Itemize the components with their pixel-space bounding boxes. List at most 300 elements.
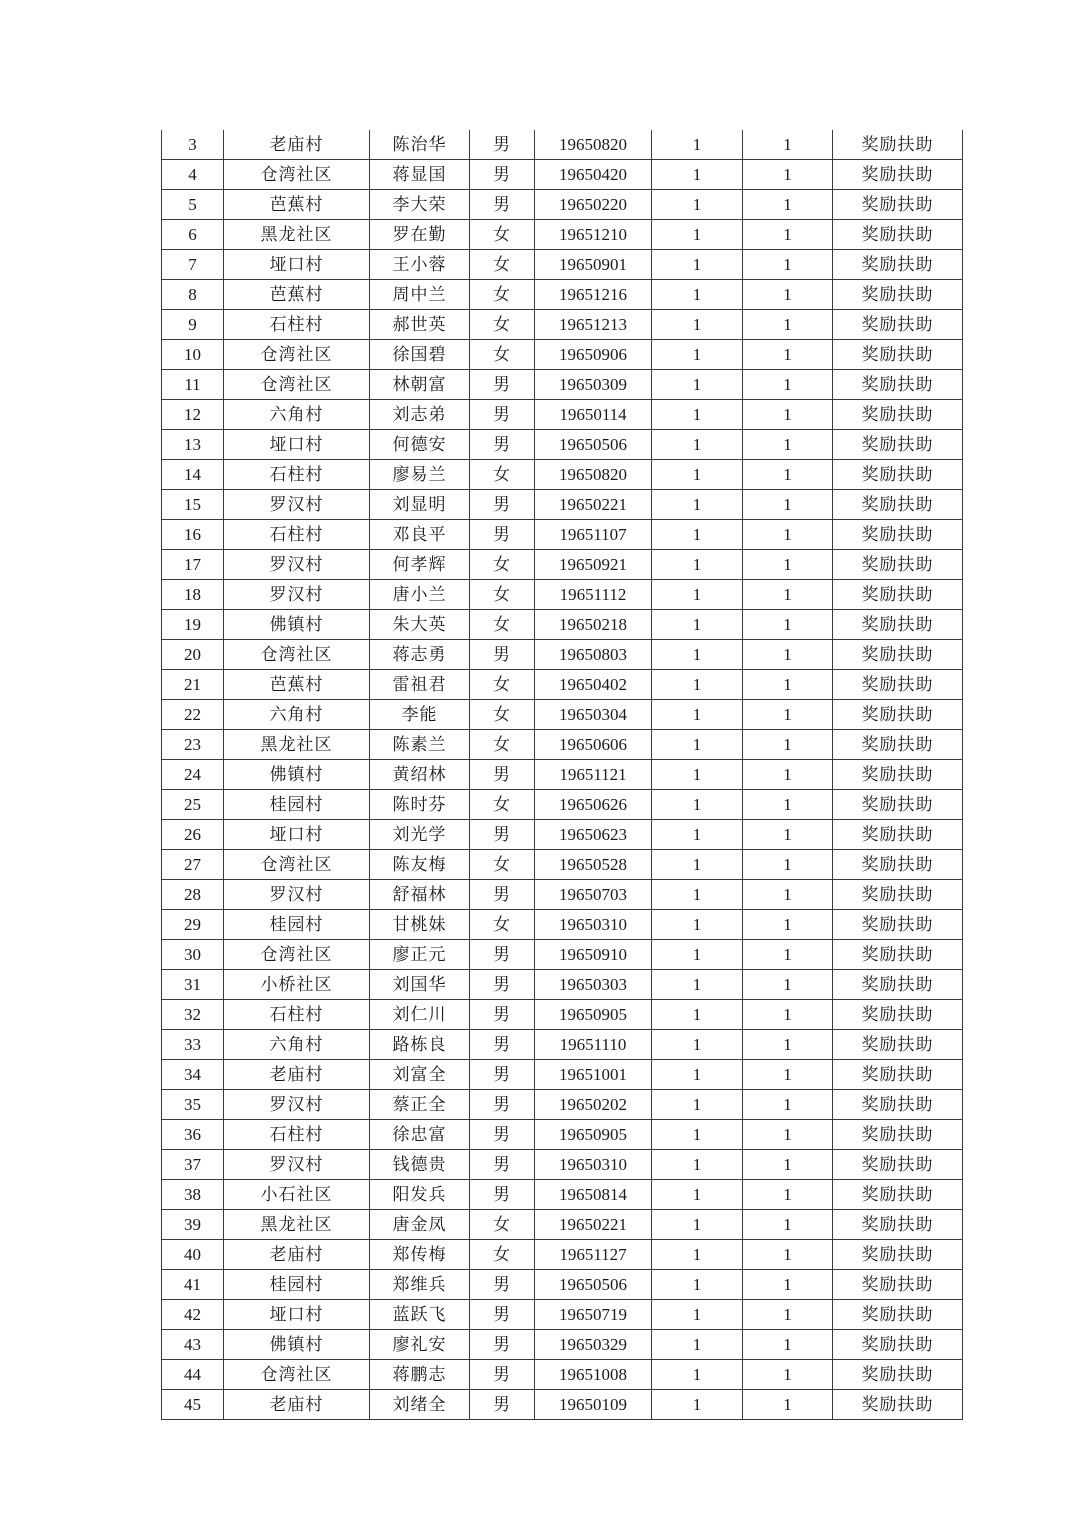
- table-row: [162, 370, 963, 400]
- table-row: [162, 940, 963, 970]
- count-cell-b: 1: [743, 220, 833, 250]
- name-cell: 路栋良: [370, 1030, 470, 1060]
- village-cell: 石柱村: [224, 310, 370, 340]
- gender-cell: 男: [470, 820, 535, 850]
- gender-cell: 女: [470, 850, 535, 880]
- aid-type-cell: 奖励扶助: [833, 1330, 963, 1360]
- count-cell-a: 1: [652, 160, 743, 190]
- name-cell: 黄绍林: [370, 760, 470, 790]
- gender-cell: 女: [470, 730, 535, 760]
- serial-number-cell: 10: [162, 340, 224, 370]
- name-cell: 李能: [370, 700, 470, 730]
- count-cell-a: 1: [652, 730, 743, 760]
- serial-number-cell: 28: [162, 880, 224, 910]
- aid-type-cell: 奖励扶助: [833, 1000, 963, 1030]
- table-row: [162, 610, 963, 640]
- serial-number-cell: 3: [162, 130, 224, 160]
- count-cell-a: 1: [652, 580, 743, 610]
- village-cell: 仓湾社区: [224, 640, 370, 670]
- table-row: [162, 1150, 963, 1180]
- aid-type-cell: 奖励扶助: [833, 370, 963, 400]
- aid-type-cell: 奖励扶助: [833, 1270, 963, 1300]
- count-cell-a: 1: [652, 220, 743, 250]
- aid-type-cell: 奖励扶助: [833, 1090, 963, 1120]
- gender-cell: 男: [470, 1060, 535, 1090]
- count-cell-a: 1: [652, 910, 743, 940]
- village-cell: 垭口村: [224, 430, 370, 460]
- table-row: [162, 220, 963, 250]
- table-row: [162, 1270, 963, 1300]
- village-cell: 仓湾社区: [224, 850, 370, 880]
- serial-number-cell: 11: [162, 370, 224, 400]
- name-cell: 陈时芬: [370, 790, 470, 820]
- birth-date-cell: 19650310: [535, 1150, 652, 1180]
- name-cell: 刘显明: [370, 490, 470, 520]
- village-cell: 罗汉村: [224, 880, 370, 910]
- birth-date-cell: 19650221: [535, 1210, 652, 1240]
- count-cell-a: 1: [652, 400, 743, 430]
- name-cell: 何孝辉: [370, 550, 470, 580]
- birth-date-cell: 19650606: [535, 730, 652, 760]
- count-cell-b: 1: [743, 280, 833, 310]
- name-cell: 蒋显国: [370, 160, 470, 190]
- table-row: [162, 670, 963, 700]
- table-row: [162, 700, 963, 730]
- village-cell: 黑龙社区: [224, 1210, 370, 1240]
- village-cell: 桂园村: [224, 790, 370, 820]
- count-cell-b: 1: [743, 1090, 833, 1120]
- birth-date-cell: 19650820: [535, 460, 652, 490]
- village-cell: 仓湾社区: [224, 160, 370, 190]
- gender-cell: 女: [470, 250, 535, 280]
- table-row: [162, 310, 963, 340]
- birth-date-cell: 19650303: [535, 970, 652, 1000]
- count-cell-a: 1: [652, 1240, 743, 1270]
- serial-number-cell: 27: [162, 850, 224, 880]
- village-cell: 芭蕉村: [224, 670, 370, 700]
- serial-number-cell: 19: [162, 610, 224, 640]
- birth-date-cell: 19651110: [535, 1030, 652, 1060]
- birth-date-cell: 19650623: [535, 820, 652, 850]
- table-row: [162, 1300, 963, 1330]
- aid-type-cell: 奖励扶助: [833, 430, 963, 460]
- gender-cell: 男: [470, 880, 535, 910]
- serial-number-cell: 7: [162, 250, 224, 280]
- count-cell-b: 1: [743, 820, 833, 850]
- count-cell-a: 1: [652, 1180, 743, 1210]
- village-cell: 佛镇村: [224, 760, 370, 790]
- name-cell: 李大荣: [370, 190, 470, 220]
- count-cell-a: 1: [652, 790, 743, 820]
- village-cell: 罗汉村: [224, 580, 370, 610]
- serial-number-cell: 25: [162, 790, 224, 820]
- serial-number-cell: 9: [162, 310, 224, 340]
- aid-type-cell: 奖励扶助: [833, 910, 963, 940]
- birth-date-cell: 19650329: [535, 1330, 652, 1360]
- count-cell-a: 1: [652, 700, 743, 730]
- serial-number-cell: 20: [162, 640, 224, 670]
- serial-number-cell: 45: [162, 1390, 224, 1420]
- gender-cell: 男: [470, 1120, 535, 1150]
- gender-cell: 女: [470, 910, 535, 940]
- village-cell: 老庙村: [224, 130, 370, 160]
- village-cell: 老庙村: [224, 1240, 370, 1270]
- gender-cell: 男: [470, 370, 535, 400]
- count-cell-a: 1: [652, 640, 743, 670]
- village-cell: 罗汉村: [224, 550, 370, 580]
- village-cell: 垭口村: [224, 1300, 370, 1330]
- village-cell: 桂园村: [224, 1270, 370, 1300]
- count-cell-a: 1: [652, 340, 743, 370]
- name-cell: 罗在勤: [370, 220, 470, 250]
- count-cell-a: 1: [652, 1060, 743, 1090]
- village-cell: 芭蕉村: [224, 190, 370, 220]
- gender-cell: 女: [470, 790, 535, 820]
- birth-date-cell: 19650304: [535, 700, 652, 730]
- serial-number-cell: 37: [162, 1150, 224, 1180]
- count-cell-b: 1: [743, 580, 833, 610]
- village-cell: 仓湾社区: [224, 340, 370, 370]
- aid-type-cell: 奖励扶助: [833, 640, 963, 670]
- count-cell-b: 1: [743, 760, 833, 790]
- birth-date-cell: 19650114: [535, 400, 652, 430]
- gender-cell: 男: [470, 940, 535, 970]
- serial-number-cell: 18: [162, 580, 224, 610]
- aid-type-cell: 奖励扶助: [833, 550, 963, 580]
- count-cell-a: 1: [652, 1210, 743, 1240]
- name-cell: 蔡正全: [370, 1090, 470, 1120]
- village-cell: 石柱村: [224, 520, 370, 550]
- aid-type-cell: 奖励扶助: [833, 790, 963, 820]
- village-cell: 佛镇村: [224, 1330, 370, 1360]
- name-cell: 陈治华: [370, 130, 470, 160]
- serial-number-cell: 35: [162, 1090, 224, 1120]
- count-cell-b: 1: [743, 490, 833, 520]
- birth-date-cell: 19650905: [535, 1120, 652, 1150]
- gender-cell: 男: [470, 640, 535, 670]
- serial-number-cell: 14: [162, 460, 224, 490]
- aid-type-cell: 奖励扶助: [833, 1150, 963, 1180]
- count-cell-b: 1: [743, 400, 833, 430]
- gender-cell: 女: [470, 310, 535, 340]
- village-cell: 六角村: [224, 1030, 370, 1060]
- table-row: [162, 760, 963, 790]
- table-row: [162, 490, 963, 520]
- serial-number-cell: 4: [162, 160, 224, 190]
- count-cell-a: 1: [652, 820, 743, 850]
- table-row: [162, 400, 963, 430]
- birth-date-cell: 19650506: [535, 1270, 652, 1300]
- name-cell: 郝世英: [370, 310, 470, 340]
- gender-cell: 男: [470, 160, 535, 190]
- village-cell: 小桥社区: [224, 970, 370, 1000]
- gender-cell: 男: [470, 1300, 535, 1330]
- birth-date-cell: 19650910: [535, 940, 652, 970]
- table-row: [162, 580, 963, 610]
- gender-cell: 女: [470, 610, 535, 640]
- village-cell: 老庙村: [224, 1390, 370, 1420]
- name-cell: 郑传梅: [370, 1240, 470, 1270]
- name-cell: 廖正元: [370, 940, 470, 970]
- village-cell: 桂园村: [224, 910, 370, 940]
- birth-date-cell: 19651001: [535, 1060, 652, 1090]
- name-cell: 雷祖君: [370, 670, 470, 700]
- name-cell: 蒋鹏志: [370, 1360, 470, 1390]
- birth-date-cell: 19651216: [535, 280, 652, 310]
- serial-number-cell: 24: [162, 760, 224, 790]
- table-row: [162, 130, 963, 160]
- birth-date-cell: 19651121: [535, 760, 652, 790]
- village-cell: 老庙村: [224, 1060, 370, 1090]
- name-cell: 陈素兰: [370, 730, 470, 760]
- name-cell: 何德安: [370, 430, 470, 460]
- village-cell: 六角村: [224, 400, 370, 430]
- table-row: [162, 190, 963, 220]
- table-row: [162, 160, 963, 190]
- village-cell: 黑龙社区: [224, 730, 370, 760]
- count-cell-b: 1: [743, 1360, 833, 1390]
- gender-cell: 男: [470, 1390, 535, 1420]
- serial-number-cell: 23: [162, 730, 224, 760]
- count-cell-a: 1: [652, 250, 743, 280]
- count-cell-a: 1: [652, 1390, 743, 1420]
- count-cell-a: 1: [652, 130, 743, 160]
- serial-number-cell: 15: [162, 490, 224, 520]
- aid-type-cell: 奖励扶助: [833, 1390, 963, 1420]
- aid-type-cell: 奖励扶助: [833, 400, 963, 430]
- aid-type-cell: 奖励扶助: [833, 880, 963, 910]
- aid-type-cell: 奖励扶助: [833, 850, 963, 880]
- count-cell-b: 1: [743, 730, 833, 760]
- table-row: [162, 430, 963, 460]
- serial-number-cell: 16: [162, 520, 224, 550]
- gender-cell: 男: [470, 760, 535, 790]
- serial-number-cell: 43: [162, 1330, 224, 1360]
- count-cell-a: 1: [652, 1330, 743, 1360]
- birth-date-cell: 19650220: [535, 190, 652, 220]
- name-cell: 林朝富: [370, 370, 470, 400]
- gender-cell: 男: [470, 1000, 535, 1030]
- gender-cell: 女: [470, 580, 535, 610]
- count-cell-b: 1: [743, 1120, 833, 1150]
- birth-date-cell: 19651112: [535, 580, 652, 610]
- count-cell-a: 1: [652, 460, 743, 490]
- count-cell-b: 1: [743, 340, 833, 370]
- aid-type-cell: 奖励扶助: [833, 1030, 963, 1060]
- gender-cell: 男: [470, 1030, 535, 1060]
- birth-date-cell: 19651213: [535, 310, 652, 340]
- serial-number-cell: 40: [162, 1240, 224, 1270]
- gender-cell: 男: [470, 1360, 535, 1390]
- name-cell: 蓝跃飞: [370, 1300, 470, 1330]
- table-row: [162, 910, 963, 940]
- count-cell-b: 1: [743, 640, 833, 670]
- count-cell-a: 1: [652, 970, 743, 1000]
- gender-cell: 男: [470, 190, 535, 220]
- aid-type-cell: 奖励扶助: [833, 1060, 963, 1090]
- count-cell-a: 1: [652, 850, 743, 880]
- aid-type-cell: 奖励扶助: [833, 820, 963, 850]
- aid-type-cell: 奖励扶助: [833, 1360, 963, 1390]
- name-cell: 唐小兰: [370, 580, 470, 610]
- name-cell: 舒福林: [370, 880, 470, 910]
- gender-cell: 女: [470, 1210, 535, 1240]
- count-cell-a: 1: [652, 520, 743, 550]
- count-cell-b: 1: [743, 940, 833, 970]
- count-cell-b: 1: [743, 1330, 833, 1360]
- gender-cell: 男: [470, 1180, 535, 1210]
- aid-type-cell: 奖励扶助: [833, 250, 963, 280]
- table-row: [162, 1390, 963, 1420]
- aid-type-cell: 奖励扶助: [833, 670, 963, 700]
- aid-type-cell: 奖励扶助: [833, 160, 963, 190]
- serial-number-cell: 38: [162, 1180, 224, 1210]
- table-row: [162, 790, 963, 820]
- count-cell-b: 1: [743, 1060, 833, 1090]
- count-cell-b: 1: [743, 130, 833, 160]
- count-cell-b: 1: [743, 550, 833, 580]
- village-cell: 罗汉村: [224, 1090, 370, 1120]
- count-cell-a: 1: [652, 310, 743, 340]
- village-cell: 石柱村: [224, 460, 370, 490]
- name-cell: 刘绪全: [370, 1390, 470, 1420]
- aid-type-cell: 奖励扶助: [833, 190, 963, 220]
- name-cell: 廖易兰: [370, 460, 470, 490]
- birth-date-cell: 19650221: [535, 490, 652, 520]
- serial-number-cell: 33: [162, 1030, 224, 1060]
- count-cell-a: 1: [652, 280, 743, 310]
- serial-number-cell: 29: [162, 910, 224, 940]
- serial-number-cell: 41: [162, 1270, 224, 1300]
- serial-number-cell: 44: [162, 1360, 224, 1390]
- village-cell: 仓湾社区: [224, 1360, 370, 1390]
- birth-date-cell: 19651210: [535, 220, 652, 250]
- count-cell-b: 1: [743, 190, 833, 220]
- table-row: [162, 1330, 963, 1360]
- name-cell: 刘仁川: [370, 1000, 470, 1030]
- serial-number-cell: 13: [162, 430, 224, 460]
- count-cell-a: 1: [652, 760, 743, 790]
- birth-date-cell: 19650202: [535, 1090, 652, 1120]
- aid-type-cell: 奖励扶助: [833, 760, 963, 790]
- table-row: [162, 970, 963, 1000]
- count-cell-b: 1: [743, 1000, 833, 1030]
- serial-number-cell: 5: [162, 190, 224, 220]
- birth-date-cell: 19651008: [535, 1360, 652, 1390]
- count-cell-a: 1: [652, 1090, 743, 1120]
- village-cell: 小石社区: [224, 1180, 370, 1210]
- count-cell-a: 1: [652, 190, 743, 220]
- aid-type-cell: 奖励扶助: [833, 460, 963, 490]
- birth-date-cell: 19650905: [535, 1000, 652, 1030]
- count-cell-b: 1: [743, 1240, 833, 1270]
- village-cell: 垭口村: [224, 250, 370, 280]
- village-cell: 佛镇村: [224, 610, 370, 640]
- name-cell: 徐国碧: [370, 340, 470, 370]
- aid-type-cell: 奖励扶助: [833, 1300, 963, 1330]
- aid-type-cell: 奖励扶助: [833, 610, 963, 640]
- table-row: [162, 250, 963, 280]
- count-cell-b: 1: [743, 1150, 833, 1180]
- count-cell-b: 1: [743, 1180, 833, 1210]
- count-cell-a: 1: [652, 430, 743, 460]
- aid-type-cell: 奖励扶助: [833, 1210, 963, 1240]
- count-cell-a: 1: [652, 550, 743, 580]
- count-cell-b: 1: [743, 910, 833, 940]
- count-cell-a: 1: [652, 610, 743, 640]
- name-cell: 徐忠富: [370, 1120, 470, 1150]
- gender-cell: 男: [470, 970, 535, 1000]
- table-row: [162, 1180, 963, 1210]
- aid-type-cell: 奖励扶助: [833, 130, 963, 160]
- gender-cell: 女: [470, 1240, 535, 1270]
- gender-cell: 女: [470, 550, 535, 580]
- serial-number-cell: 8: [162, 280, 224, 310]
- table-row: [162, 550, 963, 580]
- serial-number-cell: 42: [162, 1300, 224, 1330]
- birth-date-cell: 19650901: [535, 250, 652, 280]
- name-cell: 蒋志勇: [370, 640, 470, 670]
- village-cell: 仓湾社区: [224, 940, 370, 970]
- birth-date-cell: 19650703: [535, 880, 652, 910]
- count-cell-a: 1: [652, 1270, 743, 1300]
- name-cell: 周中兰: [370, 280, 470, 310]
- serial-number-cell: 39: [162, 1210, 224, 1240]
- aid-type-cell: 奖励扶助: [833, 490, 963, 520]
- count-cell-b: 1: [743, 700, 833, 730]
- birth-date-cell: 19650906: [535, 340, 652, 370]
- count-cell-b: 1: [743, 460, 833, 490]
- count-cell-b: 1: [743, 880, 833, 910]
- gender-cell: 男: [470, 1090, 535, 1120]
- name-cell: 陈友梅: [370, 850, 470, 880]
- name-cell: 钱德贵: [370, 1150, 470, 1180]
- village-cell: 芭蕉村: [224, 280, 370, 310]
- gender-cell: 男: [470, 1150, 535, 1180]
- village-cell: 罗汉村: [224, 1150, 370, 1180]
- birth-date-cell: 19650814: [535, 1180, 652, 1210]
- gender-cell: 女: [470, 460, 535, 490]
- birth-date-cell: 19650218: [535, 610, 652, 640]
- table-row: [162, 730, 963, 760]
- village-cell: 垭口村: [224, 820, 370, 850]
- count-cell-b: 1: [743, 430, 833, 460]
- serial-number-cell: 12: [162, 400, 224, 430]
- birth-date-cell: 19650719: [535, 1300, 652, 1330]
- count-cell-a: 1: [652, 1120, 743, 1150]
- count-cell-a: 1: [652, 370, 743, 400]
- count-cell-a: 1: [652, 490, 743, 520]
- gender-cell: 男: [470, 430, 535, 460]
- birth-date-cell: 19650506: [535, 430, 652, 460]
- name-cell: 王小蓉: [370, 250, 470, 280]
- gender-cell: 男: [470, 400, 535, 430]
- serial-number-cell: 26: [162, 820, 224, 850]
- gender-cell: 女: [470, 280, 535, 310]
- table-row: [162, 1000, 963, 1030]
- aid-type-cell: 奖励扶助: [833, 1180, 963, 1210]
- count-cell-b: 1: [743, 1270, 833, 1300]
- table-row: [162, 1060, 963, 1090]
- name-cell: 刘富全: [370, 1060, 470, 1090]
- name-cell: 邓良平: [370, 520, 470, 550]
- birth-date-cell: 19650402: [535, 670, 652, 700]
- count-cell-b: 1: [743, 970, 833, 1000]
- serial-number-cell: 6: [162, 220, 224, 250]
- aid-type-cell: 奖励扶助: [833, 520, 963, 550]
- count-cell-b: 1: [743, 670, 833, 700]
- name-cell: 甘桃妹: [370, 910, 470, 940]
